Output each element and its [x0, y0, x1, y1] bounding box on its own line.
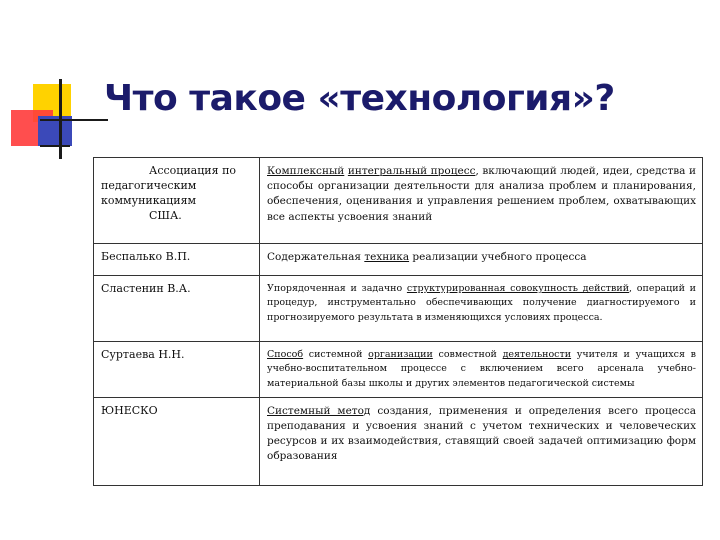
decor-horizontal-line — [40, 119, 108, 121]
definition-cell — [260, 244, 703, 276]
underlined-term: организации — [368, 349, 433, 360]
definition-cell — [260, 397, 703, 485]
author-cell — [94, 158, 260, 244]
author-line: педагогическим коммуникациям — [101, 178, 197, 207]
author-cell: Сластенин В.А. — [94, 276, 260, 342]
underlined-term: Комплексный — [267, 165, 345, 177]
definition-text: Содержательная — [267, 251, 365, 263]
definitions-table — [93, 157, 703, 486]
author-line: США. — [149, 208, 182, 222]
author-line: Ассоциация по — [149, 164, 237, 177]
definition-text: совместной — [432, 349, 503, 360]
definition-text: создания, применения и определения всего процесса преподавания и усвоения знаний с учетом технических и человеческих ресурсов и их взаимодействия, ставящий своей задачей оптимизацию форм образования — [267, 404, 696, 463]
table-row — [94, 342, 703, 398]
underlined-term: деятельности — [502, 349, 572, 360]
definition-text: , операций и процедур, инструментально обеспечивающих получение диагностируемого и прогнозируемого результата в изменяющихся условиях процесса. — [267, 283, 696, 323]
table-row — [94, 158, 703, 244]
table-row — [94, 397, 703, 485]
definition-text: Упорядоченная и задачно — [267, 283, 407, 294]
underlined-term: Способ — [267, 349, 304, 360]
decor-horizontal-line-lower — [40, 145, 70, 147]
slide-title: Что такое «технология»? — [104, 78, 615, 119]
definition-cell — [260, 342, 703, 398]
author-cell: ЮНЕСКО — [94, 397, 260, 485]
underlined-term: техника — [364, 251, 410, 263]
definition-cell — [260, 158, 703, 244]
underlined-term: интегральный процесс — [347, 165, 476, 177]
definition-cell — [260, 276, 703, 342]
underlined-term: структурированная совокупность действий — [406, 283, 630, 294]
author-cell: Беспалько В.П. — [94, 244, 260, 276]
table-row — [94, 276, 703, 342]
definition-text: учителя и учащихся в учебно-воспитательном процессе с включением всего арсенала учебно-материальной базы школы и других элементов педагогической системы — [267, 349, 696, 389]
definition-text: системной — [303, 349, 369, 360]
table-row — [94, 244, 703, 276]
author-cell: Суртаева Н.Н. — [94, 342, 260, 398]
definition-text: реализации учебного процесса — [409, 251, 587, 263]
definition-text: , включающий людей, идеи, средства и способы организации деятельности для анализа проблем и планирования, обеспечения, оценивания и управления решением проблем, охватывающих все аспекты усвоения знаний — [267, 165, 696, 223]
underlined-term: Системный метод — [267, 404, 371, 417]
